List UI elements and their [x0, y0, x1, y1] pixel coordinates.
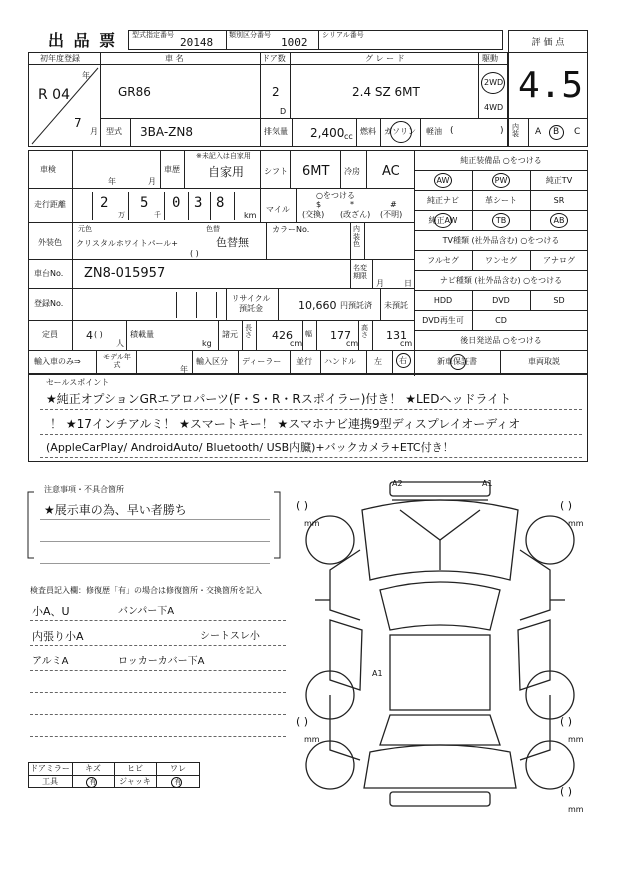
equip-title: 純正装備品 ○をつける — [460, 156, 542, 165]
inspect-3a: アルミA — [32, 656, 69, 667]
capacity-unit: 人 — [116, 339, 124, 348]
doors-label: ドア数 — [262, 54, 286, 63]
name-change-month: 月 — [376, 279, 384, 288]
equip-sr: SR — [553, 196, 565, 205]
equip-ab: AB — [553, 216, 565, 225]
mileage-man: 万 — [118, 211, 125, 219]
fumei-label: (不明) — [380, 210, 403, 219]
tread-rl-mm: mm — [304, 735, 320, 744]
legend-tools: 工具 — [42, 777, 58, 786]
evaluation-label: 評 価 点 — [531, 38, 565, 48]
new-car-warranty: 新車保証書 — [437, 357, 477, 366]
displacement-value: 2,400 — [310, 126, 345, 140]
equip-tv: 純正TV — [545, 176, 573, 185]
equip-navi: 純正ナビ — [427, 196, 459, 205]
shaken-month: 月 — [148, 177, 156, 186]
recycle-label: リサイクル預託金 — [231, 294, 271, 313]
car-damage-diagram — [290, 470, 590, 815]
recycle-value: 10,660 — [298, 299, 337, 312]
inspect-1a: 小A、U — [32, 605, 70, 618]
kg-unit: kg — [202, 339, 212, 348]
model-year-label: モデル年式 — [103, 353, 131, 370]
fuel-paren-open: ( — [450, 126, 454, 136]
fuel-diesel: 軽油 — [426, 127, 442, 136]
orig-color-value: クリスタルホワイトパール+ — [76, 239, 178, 248]
mile-label: マイル — [266, 205, 290, 214]
capacity-paren: ( ) — [94, 330, 103, 339]
legend-jack: ジャッキ — [119, 777, 151, 786]
shift-value: 6MT — [302, 164, 330, 179]
first-reg-month: 7 — [74, 116, 82, 130]
equip-tb: TB — [495, 216, 507, 225]
tread-rl-paren: ( ) — [296, 715, 309, 728]
sales-line-2: ！ ★17インチアルミ！ ★スマートキー！ ★スマホナビ連携9型ディスプレイオーディオ — [50, 417, 521, 431]
dvd-play: DVD再生可 — [422, 316, 464, 325]
capacity-value: 4 — [86, 329, 93, 342]
width-value: 177 — [330, 329, 351, 342]
tread-fr-mm: mm — [568, 519, 584, 528]
parallel-option: 並行 — [296, 357, 312, 366]
tread-spare-paren: ( ) — [560, 785, 573, 798]
equip-aw: AW — [436, 176, 450, 185]
inspect-2b: シートスレ小 — [200, 631, 260, 642]
length-label: 長さ — [245, 324, 252, 339]
model-value: 3BA-ZN8 — [140, 125, 193, 139]
tread-fr-paren: ( ) — [560, 499, 573, 512]
tv-fullseg: フルセグ — [427, 256, 459, 265]
fuel-gasoline: ガソリン — [384, 127, 416, 136]
type-label: 型式指定番号 — [132, 31, 174, 39]
tread-rr-mm: mm — [568, 735, 584, 744]
history-note: ※未記入は自家用 — [196, 152, 251, 160]
drive-4wd: 4WD — [484, 103, 504, 112]
mileage-digit-2: 5 — [140, 195, 149, 211]
import-label: 輸入車のみ⇒ — [34, 357, 81, 366]
tread-spare-mm: mm — [568, 805, 584, 814]
displacement-label: 排気量 — [264, 127, 288, 136]
doors-value: 2 — [272, 85, 280, 99]
diagram-a1-side: A1 — [372, 669, 383, 678]
mileage-digit-1: 2 — [100, 195, 109, 211]
grade-label: グ レ ー ド — [365, 54, 405, 63]
equip-leather: 革シート — [485, 196, 517, 205]
month-mark: 月 — [90, 127, 98, 136]
navi-hdd: HDD — [433, 296, 453, 305]
year-mark: 年 — [82, 71, 90, 80]
length-cm: cm — [290, 339, 303, 348]
ac-value: AC — [382, 164, 400, 179]
form-title: 出 品 票 — [48, 31, 118, 50]
fuel-label: 燃料 — [360, 127, 376, 136]
km-unit: km — [244, 211, 257, 220]
shogen-label: 諸元 — [222, 330, 238, 339]
interior-c: C — [574, 127, 581, 137]
shaken-label: 車検 — [40, 165, 56, 174]
name-change-label: 名変期限 — [353, 264, 367, 281]
car-name: GR86 — [118, 85, 151, 99]
dealer-option: ディーラー — [242, 357, 282, 366]
mileage-digit-3: 0 — [172, 195, 181, 211]
model-label: 型式 — [106, 127, 122, 136]
interior-label: 内装 — [512, 123, 519, 138]
color-change-value: 色替無 — [216, 236, 249, 249]
history-label: 車歴 — [164, 165, 180, 174]
length-value: 426 — [272, 329, 293, 342]
exterior-color-label: 外装色 — [38, 238, 62, 247]
recycle-not-deposited: 未預託 — [384, 301, 408, 310]
mileage-digit-4: 3 — [194, 195, 203, 211]
mileage-sen: 千 — [154, 211, 161, 219]
history-value: 自家用 — [208, 165, 245, 179]
later-items-title: 後日発送品 ○をつける — [460, 336, 542, 345]
tv-type-title: TV種類 (社外品含む) ○をつける — [442, 236, 560, 245]
type-value: 20148 — [180, 36, 214, 49]
class-label: 類別区分番号 — [229, 31, 271, 39]
width-cm: cm — [346, 339, 359, 348]
notes-label: 注意事項・不具合箇所 — [44, 485, 124, 494]
tread-rr-paren: ( ) — [560, 715, 573, 728]
load-label: 積載量 — [130, 330, 154, 339]
legend-jack-yes: 有 — [174, 778, 182, 786]
color-change-label: 色替 — [206, 225, 220, 233]
mileage-digit-5: 8 — [216, 195, 225, 211]
legend-door-mirror: ドアミラー — [30, 764, 70, 773]
car-name-label: 車 名 — [165, 54, 184, 63]
drive-label: 駆動 — [482, 54, 498, 63]
capacity-label: 定員 — [42, 330, 58, 339]
height-label: 高さ — [361, 324, 368, 339]
model-year-mark: 年 — [180, 365, 188, 374]
height-value: 131 — [386, 329, 407, 342]
name-change-day: 日 — [404, 279, 412, 288]
interior-a: A — [535, 127, 542, 137]
navi-sd: SD — [553, 296, 565, 305]
inspector-label: 検査員記入欄：修復歴「有」の場合は修復箇所・交換箇所を記入 — [30, 586, 262, 595]
notes-line-1: ★展示車の為、早い者勝ち — [44, 503, 187, 517]
legend-hibi: ヒビ — [127, 764, 143, 773]
dollar-mark: $ — [316, 200, 322, 209]
legend-ware: ワレ — [170, 764, 186, 773]
ac-label: 冷房 — [344, 167, 360, 176]
inspect-2a: 内張り小A — [32, 630, 84, 643]
star-mark: * — [350, 200, 354, 209]
color-no-label: カラーNo. — [272, 225, 310, 234]
sales-line-3: (AppleCarPlay/ AndroidAuto/ Bluetooth/ USB内臓)+バックカメラ+ETC付き！ — [46, 441, 454, 454]
shaken-year: 年 — [108, 177, 116, 186]
tv-analog: アナログ — [543, 256, 575, 265]
cd-option: CD — [495, 316, 507, 325]
fuel-paren-close: ) — [500, 126, 504, 136]
handle-right: 右 — [399, 356, 407, 365]
height-cm: cm — [400, 339, 413, 348]
width-label: 幅 — [305, 330, 312, 338]
regno-label: 登録No. — [34, 299, 64, 308]
legend-tools-yes: 有 — [89, 778, 97, 786]
evaluation-score: 4.5 — [518, 65, 584, 106]
handle-left: 左 — [374, 357, 382, 366]
chassis-label: 車台No. — [34, 269, 64, 278]
interior-b: B — [553, 127, 560, 137]
interior-color-label: 内装色 — [353, 225, 360, 249]
diagram-a2: A2 — [392, 479, 403, 488]
legend-kizu: キズ — [85, 764, 101, 773]
inspect-1b: バンパー下A — [118, 606, 175, 617]
class-value: 1002 — [281, 36, 308, 49]
handle-label: ハンドル — [324, 357, 356, 366]
sales-line-1: ★純正オプションGRエアロパーツ(F・S・R・Rスポイラー)付き！ ★LEDヘッドライト — [46, 392, 512, 406]
first-reg-era: R 04 — [38, 87, 70, 103]
diagram-a1-front: A1 — [482, 479, 493, 488]
first-reg-label: 初年度登録 — [40, 54, 80, 63]
grade-value: 2.4 SZ 6MT — [352, 85, 420, 99]
recycle-unit: 円預託済 — [340, 301, 372, 310]
serial-label: シリアル番号 — [322, 31, 364, 39]
tread-fl-paren: ( ) — [296, 499, 309, 512]
import-type-label: 輸入区分 — [196, 357, 228, 366]
sales-point-label: セールスポイント — [46, 378, 110, 387]
chassis-value: ZN8-015957 — [84, 266, 166, 281]
koukan-label: (交換) — [302, 210, 325, 219]
vehicle-manual: 車両取説 — [528, 357, 560, 366]
shift-label: シフト — [264, 167, 288, 176]
drive-2wd: 2WD — [484, 78, 504, 87]
door-d: D — [280, 107, 287, 116]
navi-type-title: ナビ種類 (社外品含む) ○をつける — [439, 276, 563, 285]
equip-pw: PW — [494, 176, 508, 185]
cc-unit: cc — [344, 132, 353, 141]
inspect-3b: ロッカーカバー下A — [118, 656, 205, 667]
mileage-label: 走行距離 — [34, 200, 66, 209]
tread-fl-mm: mm — [304, 519, 320, 528]
equip-aw2: 純正AW — [428, 216, 458, 225]
hash-mark: # — [390, 200, 397, 209]
tv-oneseg: ワンセグ — [485, 256, 517, 265]
mark-note: ○をつける — [316, 191, 355, 200]
kaizan-label: (改ざん) — [340, 210, 371, 219]
navi-dvd: DVD — [492, 296, 510, 305]
orig-color-label: 元色 — [78, 225, 92, 233]
color-paren: ( ) — [190, 249, 199, 258]
